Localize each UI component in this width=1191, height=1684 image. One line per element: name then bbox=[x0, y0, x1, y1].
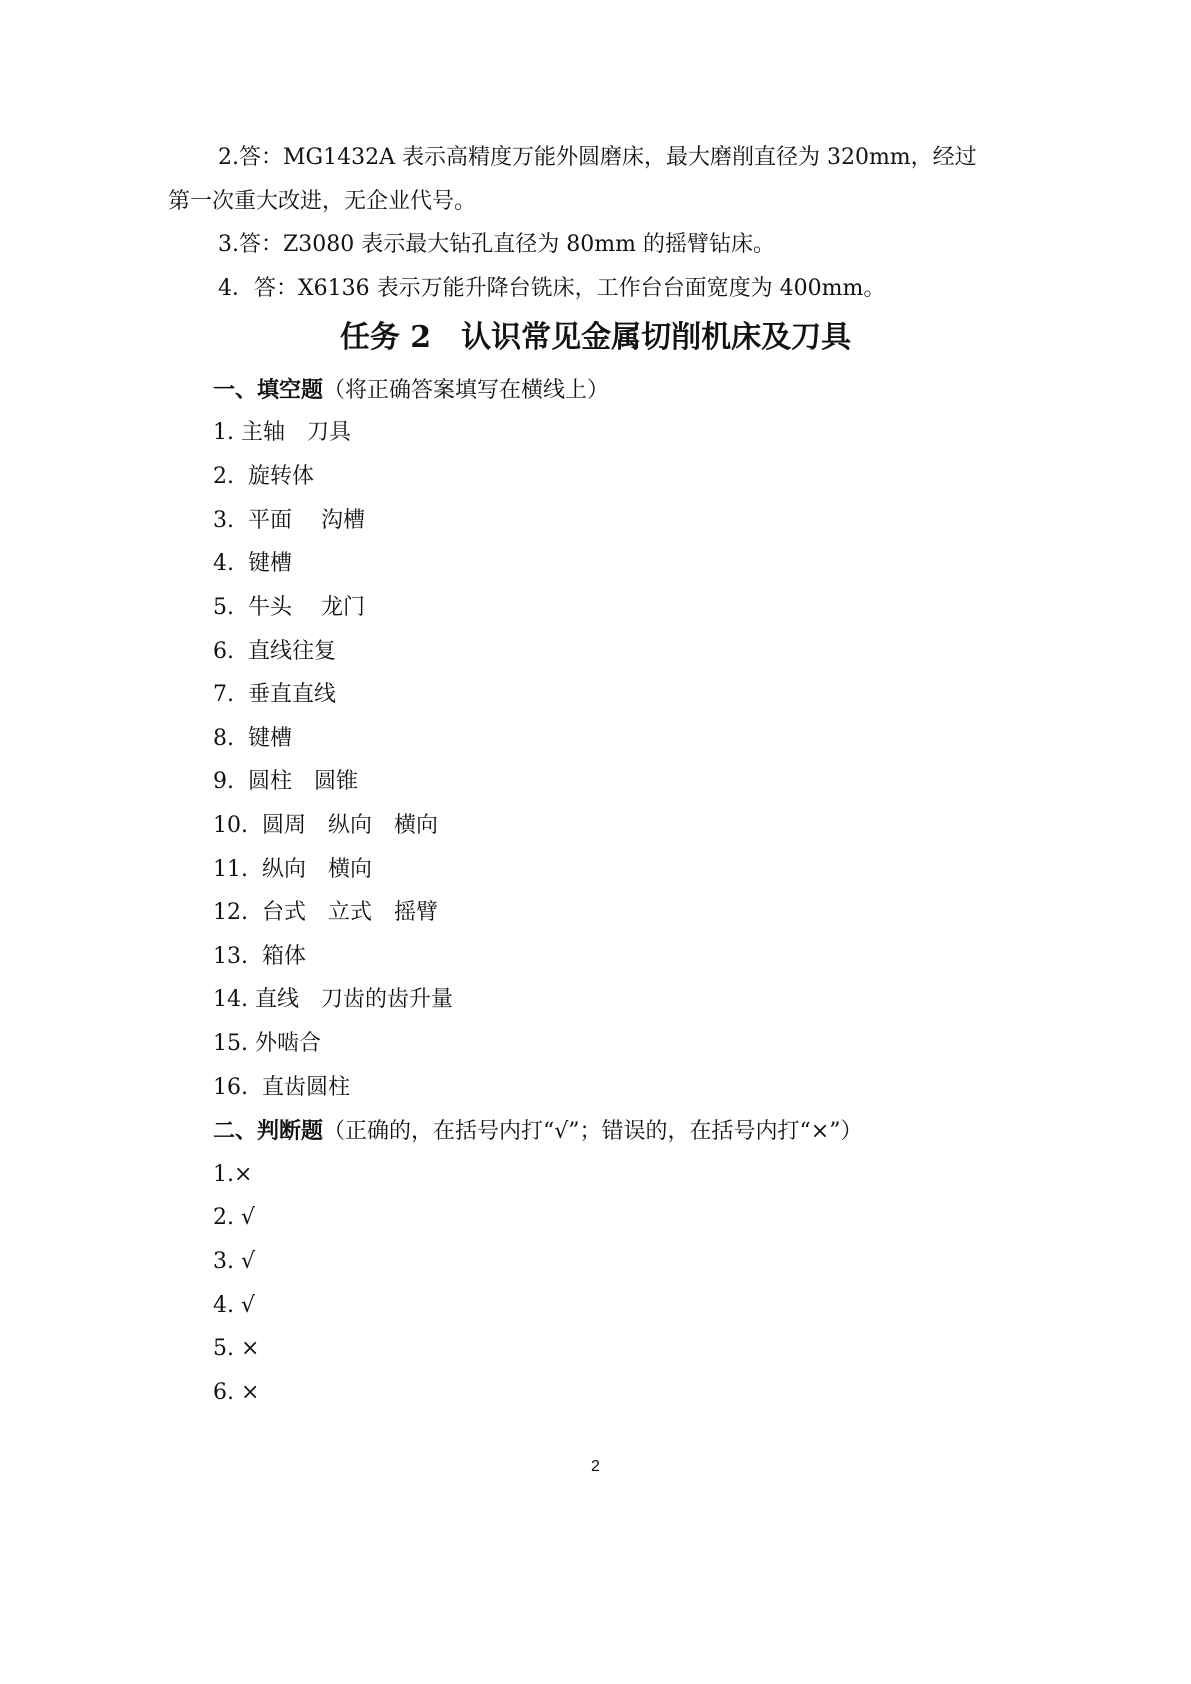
judge-answer: 1.× bbox=[213, 1162, 253, 1187]
intro-answer-2-continued: 第一次重大改进，无企业代号。 bbox=[168, 189, 477, 214]
fill-answer: 4. 键槽 bbox=[213, 551, 292, 576]
fill-answer: 16. 直齿圆柱 bbox=[213, 1075, 350, 1100]
judge-answer: 2. √ bbox=[213, 1205, 256, 1230]
fill-answer: 12. 台式 立式 摇臂 bbox=[213, 900, 438, 925]
judge-answer: 4. √ bbox=[213, 1293, 256, 1318]
fill-answer: 6. 直线往复 bbox=[213, 639, 336, 664]
fill-answer: 14. 直线 刀齿的齿升量 bbox=[213, 987, 453, 1012]
judge-answer: 6. × bbox=[213, 1380, 260, 1405]
intro-answer-3: 3.答：Z3080 表示最大钻孔直径为 80mm 的摇臂钻床。 bbox=[218, 232, 775, 257]
intro-answer-4: 4．答：X6136 表示万能升降台铣床，工作台台面宽度为 400mm。 bbox=[218, 276, 886, 301]
fill-answer: 15. 外啮合 bbox=[213, 1031, 321, 1056]
task-title: 任务 2 认识常见金属切削机床及刀具 bbox=[339, 320, 852, 355]
fill-answer: 13. 箱体 bbox=[213, 944, 306, 969]
judge-answer: 3. √ bbox=[213, 1249, 256, 1274]
section1-label: 一、填空题 bbox=[213, 377, 324, 403]
judge-answer: 5. × bbox=[213, 1336, 260, 1361]
page-number: 2 bbox=[591, 1458, 600, 1475]
fill-answer: 7. 垂直直线 bbox=[213, 682, 336, 707]
fill-answer: 1. 主轴 刀具 bbox=[213, 420, 351, 445]
section2-note: （正确的，在括号内打“√”；错误的，在括号内打“×”） bbox=[323, 1119, 863, 1144]
section1-note: （将正确答案填写在横线上） bbox=[323, 378, 610, 403]
fill-answer: 10. 圆周 纵向 横向 bbox=[213, 813, 438, 838]
fill-answer: 5. 牛头 龙门 bbox=[213, 595, 365, 620]
section2-heading bbox=[213, 1116, 862, 1147]
fill-answer: 11. 纵向 横向 bbox=[213, 857, 372, 882]
section1-heading bbox=[213, 375, 609, 406]
fill-answer: 3. 平面 沟槽 bbox=[213, 508, 365, 533]
fill-answer: 2. 旋转体 bbox=[213, 464, 314, 489]
fill-answer: 8. 键槽 bbox=[213, 726, 292, 751]
fill-answer: 9. 圆柱 圆锥 bbox=[213, 769, 358, 794]
intro-answer-2: 2.答：MG1432A 表示高精度万能外圆磨床，最大磨削直径为 320mm，经过 bbox=[218, 145, 977, 170]
section2-label: 二、判断题 bbox=[213, 1118, 324, 1144]
